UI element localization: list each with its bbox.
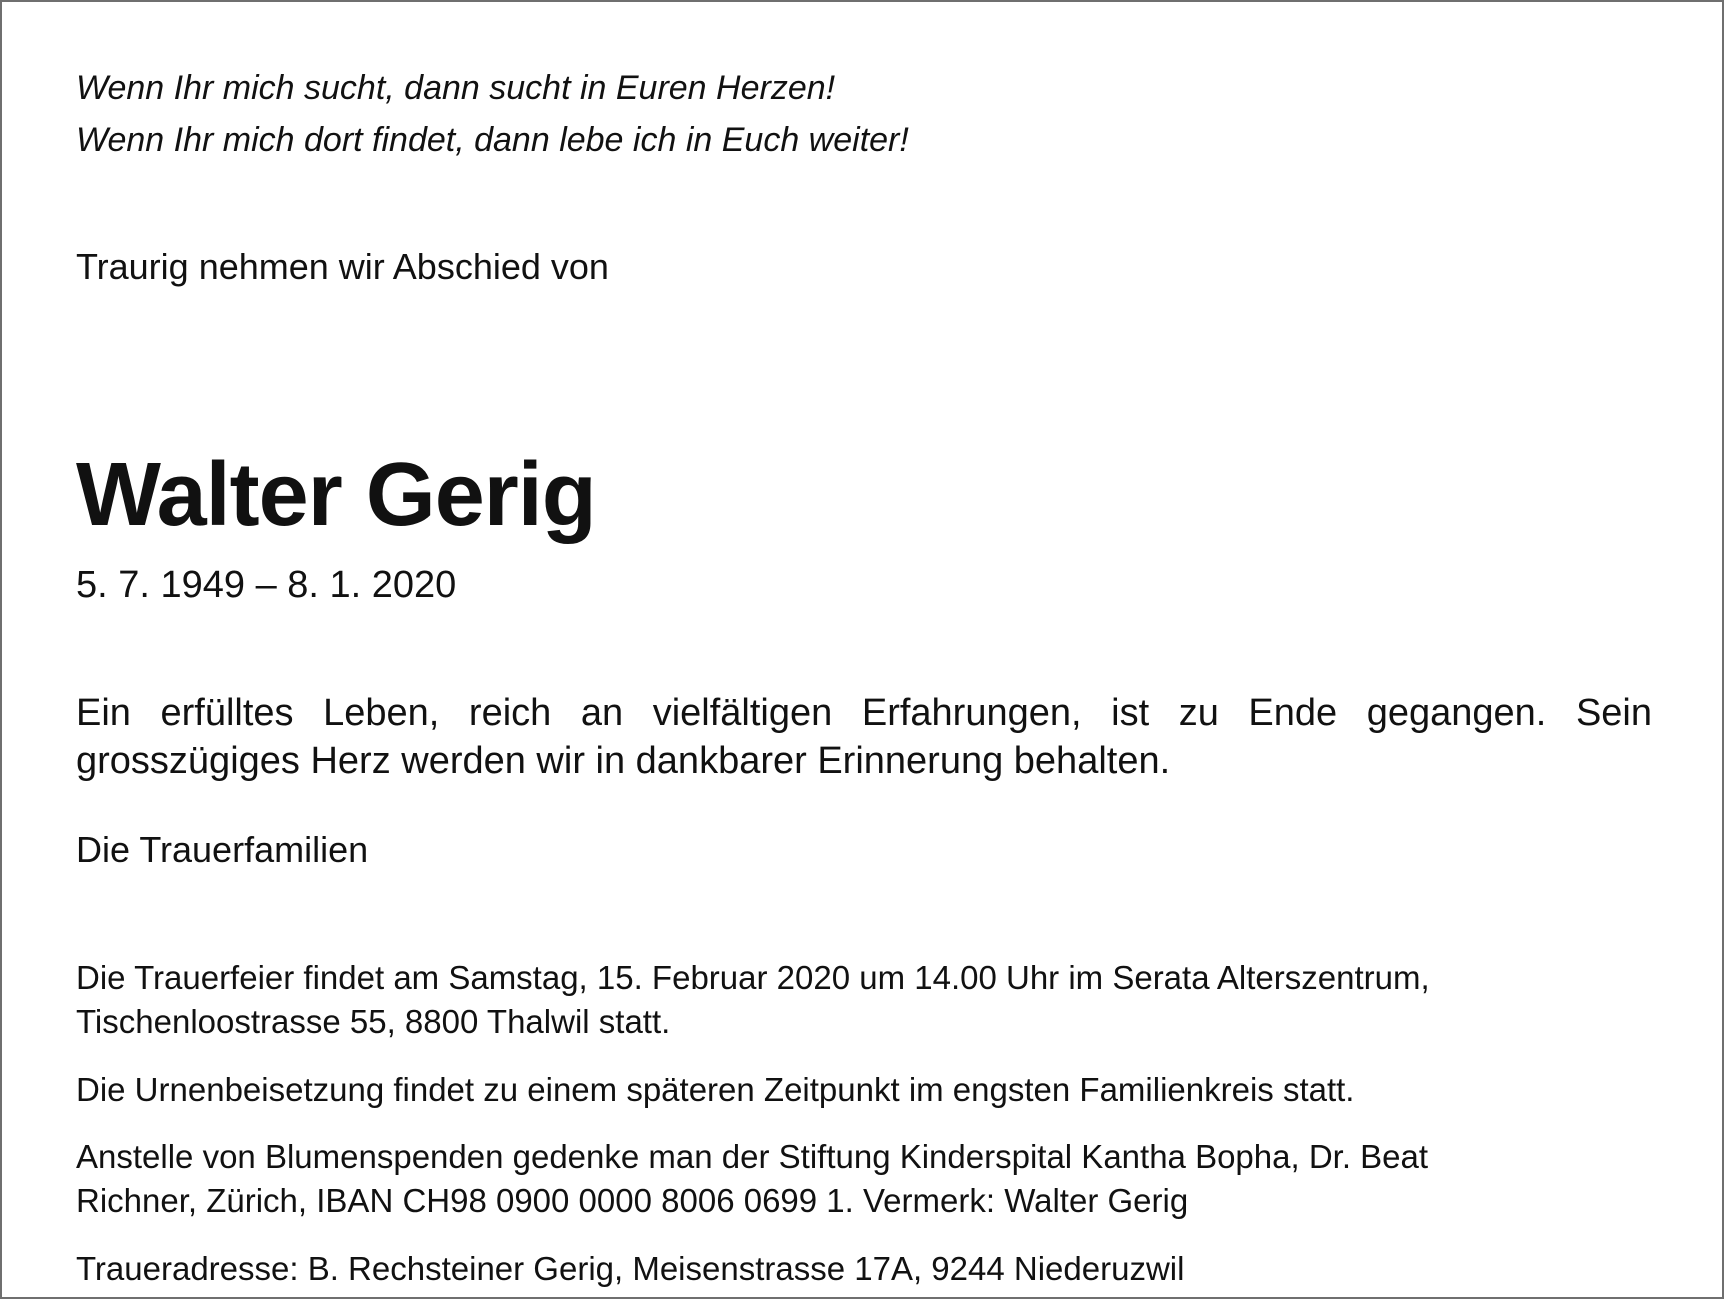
mourning-address: Traueradresse: B. Rechsteiner Gerig, Meisenstrasse 17A, 9244 Niederuzwil [76, 1250, 1185, 1287]
obituary-content [76, 62, 1652, 1287]
donation-info [76, 1135, 1652, 1223]
funeral-info-line-2: Tischenloostrasse 55, 8800 Thalwil statt. [76, 1003, 671, 1040]
funeral-info-line-1: Die Trauerfeier findet am Samstag, 15. Februar 2020 um 14.00 Uhr im Serata Alterszentrum, [76, 959, 1430, 996]
funeral-info [76, 956, 1652, 1044]
family-signature: Die Trauerfamilien [76, 829, 369, 870]
life-dates: 5. 7. 1949 – 8. 1. 2020 [76, 564, 457, 606]
urn-info: Die Urnenbeisetzung findet zu einem späteren Zeitpunkt im engsten Familienkreis statt. [76, 1071, 1355, 1108]
motto-line-1: Wenn Ihr mich sucht, dann sucht in Euren Herzen! [76, 69, 836, 107]
donation-info-line-2: Richner, Zürich, IBAN CH98 0900 0000 8006 0699 1. Vermerk: Walter Gerig [76, 1182, 1189, 1219]
motto-line-2: Wenn Ihr mich dort findet, dann lebe ich in Euch weiter! [76, 121, 909, 159]
tribute-text: Ein erfülltes Leben, reich an vielfältigen Erfahrungen, ist zu Ende gegangen. Sein grosszügiges Herz werden wir in dankbarer Erinnerung behalten. [76, 692, 1652, 782]
intro-text: Traurig nehmen wir Abschied von [76, 246, 609, 287]
donation-info-line-1: Anstelle von Blumenspenden gedenke man der Stiftung Kinderspital Kantha Bopha, Dr. Beat [76, 1138, 1429, 1175]
deceased-name: Walter Gerig [76, 445, 596, 545]
motto [76, 62, 1652, 166]
